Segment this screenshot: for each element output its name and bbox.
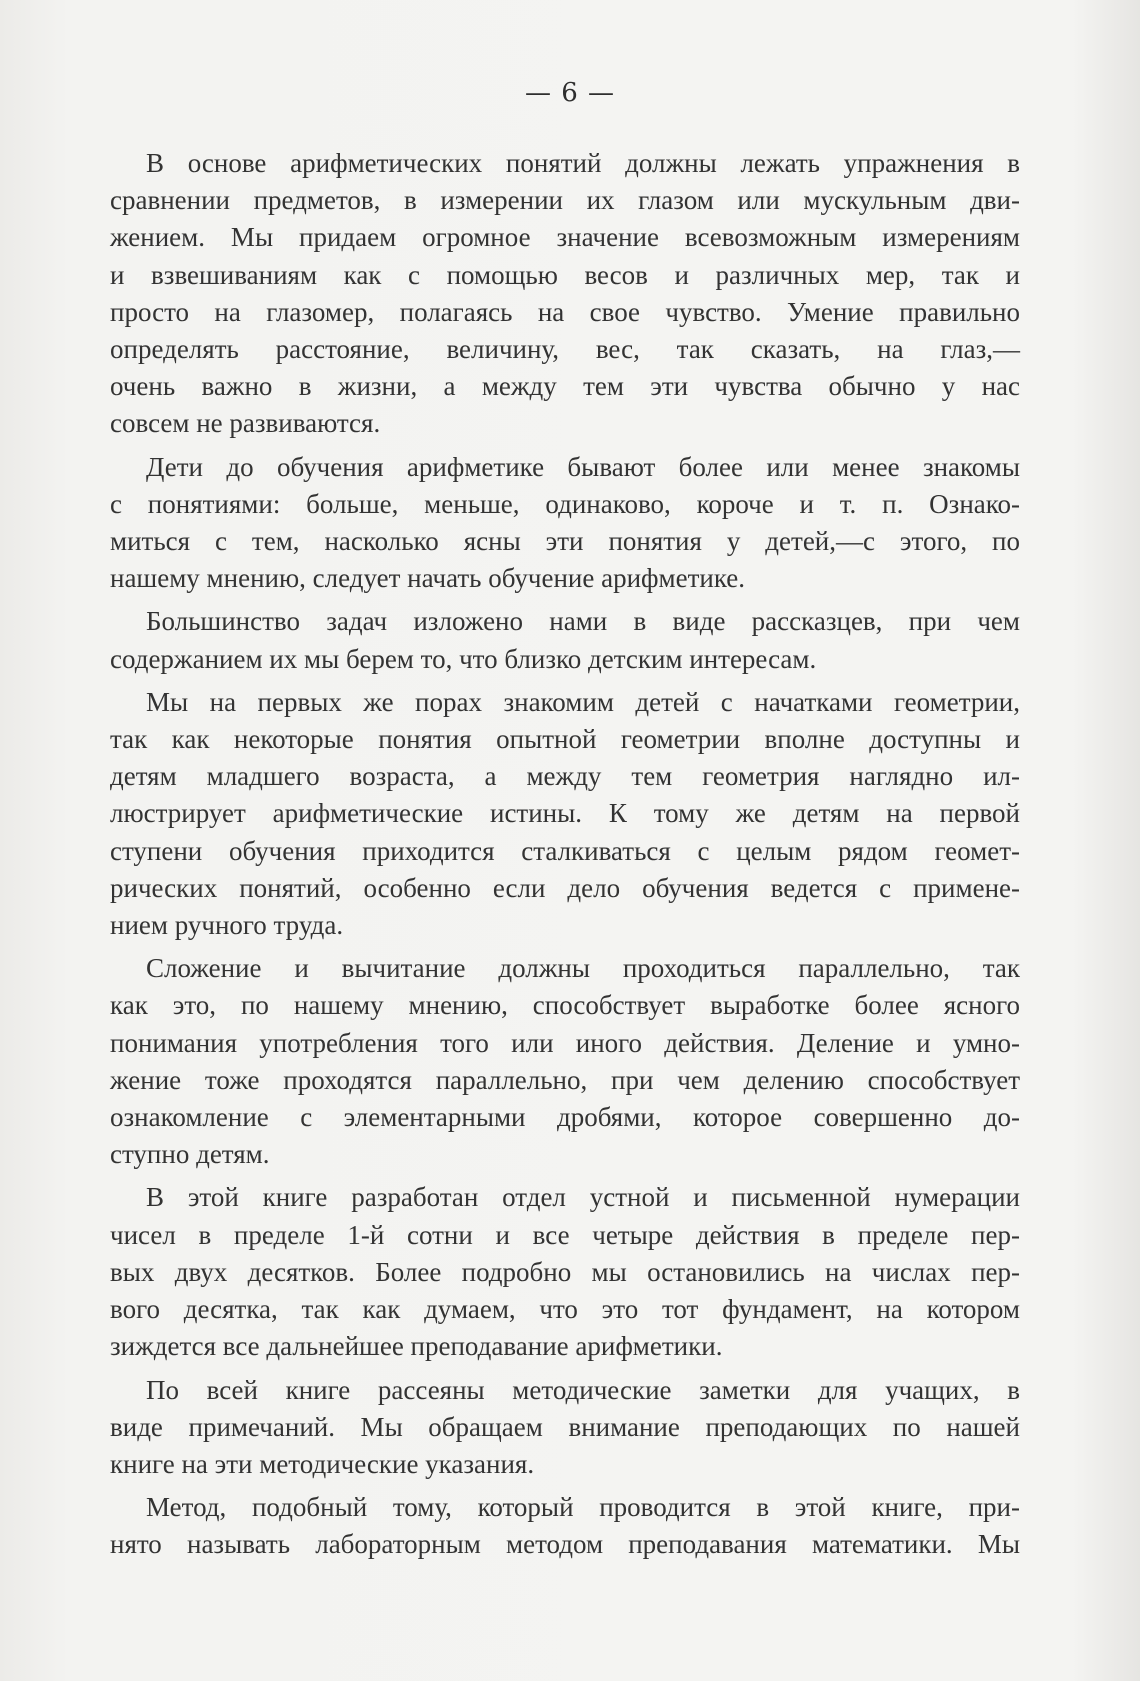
text-line: жение тоже проходятся параллельно, при чем делению способствует xyxy=(110,1064,1020,1095)
text-line: определять расстояние, величину, вес, так сказать, на глаз,— xyxy=(110,334,1020,365)
text-line: Дети до обучения арифметике бывают более или менее знакомы xyxy=(146,451,1020,482)
text-line: совсем не развиваются. xyxy=(110,408,381,439)
text-line: очень важно в жизни, а между тем эти чувства обычно у нас xyxy=(110,371,1020,402)
text-line: миться с тем, насколько ясны эти понятия у детей,—с этого, по xyxy=(110,526,1020,557)
text-line: ступени обучения приходится сталкиваться с целым рядом геомет- xyxy=(110,835,1020,866)
text-line: как это, по нашему мнению, способствует выработке более ясного xyxy=(110,990,1020,1021)
text-line: Мы на первых же порах знакомим детей с начатками геометрии, xyxy=(146,686,1020,717)
paragraph xyxy=(110,1179,1020,1365)
text-line: рических понятий, особенно если дело обучения ведется с примене- xyxy=(110,872,1020,903)
text-line: нием ручного труда. xyxy=(110,910,344,941)
paragraph xyxy=(110,449,1020,598)
text-line: Сложение и вычитание должны проходиться параллельно, так xyxy=(146,953,1020,984)
text-line: жением. Мы придаем огромное значение всевозможным измерениям xyxy=(110,222,1020,253)
text-line: чисел в пределе 1-й сотни и все четыре действия в пределе пер- xyxy=(110,1219,1020,1250)
paragraph xyxy=(110,684,1020,944)
paragraph xyxy=(110,1489,1020,1563)
paragraph xyxy=(110,603,1020,677)
text-line: В этой книге разработан отдел устной и письменной нумерации xyxy=(146,1182,1020,1213)
text-line: книге на эти методические указания. xyxy=(110,1448,535,1479)
page-number: — 6 — xyxy=(524,78,616,108)
paragraph xyxy=(110,950,1020,1173)
text-line: сравнении предметов, в измерении их глазом или мускульным дви- xyxy=(110,185,1020,216)
text-line: вых двух десятков. Более подробно мы остановились на числах пер- xyxy=(110,1256,1020,1287)
text-line: зиждется все дальнейшее преподавание арифметики. xyxy=(110,1331,723,1362)
body-text xyxy=(110,145,1020,1570)
paragraph xyxy=(110,145,1020,443)
text-line: ознакомление с элементарными дробями, которое совершенно до- xyxy=(110,1102,1020,1133)
text-line: люстрирует арифметические истины. К тому же детям на первой xyxy=(110,798,1020,829)
text-line: виде примечаний. Мы обращаем внимание преподающих по нашей xyxy=(110,1411,1020,1442)
text-line: и взвешиваниям как с помощью весов и различных мер, так и xyxy=(110,259,1020,290)
text-line: с понятиями: больше, меньше, одинаково, короче и т. п. Ознако- xyxy=(110,488,1020,519)
text-line: По всей книге рассеяны методические заметки для учащих, в xyxy=(146,1374,1020,1405)
text-line: Большинство задач изложено нами в виде рассказцев, при чем xyxy=(146,606,1020,637)
text-line: ступно детям. xyxy=(110,1139,270,1170)
text-line: так как некоторые понятия опытной геометрии вполне доступны и xyxy=(110,724,1020,755)
text-line: В основе арифметических понятий должны лежать упражнения в xyxy=(146,148,1020,178)
text-line: просто на глазомер, полагаясь на свое чувство. Умение правильно xyxy=(110,296,1020,327)
text-line: вого десятка, так как думаем, что это тот фундамент, на котором xyxy=(110,1294,1020,1325)
text-line: нашему мнению, следует начать обучение арифметике. xyxy=(110,563,746,594)
text-line: понимания употребления того или иного действия. Деление и умно- xyxy=(110,1027,1020,1058)
paragraph xyxy=(110,1372,1020,1484)
text-line: нято называть лабораторным методом преподавания математики. Мы xyxy=(110,1529,1020,1560)
text-line: Метод, подобный тому, который проводится в этой книге, при- xyxy=(146,1492,1020,1523)
text-line: детям младшего возраста, а между тем геометрия наглядно ил- xyxy=(110,761,1020,792)
text-line: содержанием их мы берем то, что близко детским интересам. xyxy=(110,643,817,674)
